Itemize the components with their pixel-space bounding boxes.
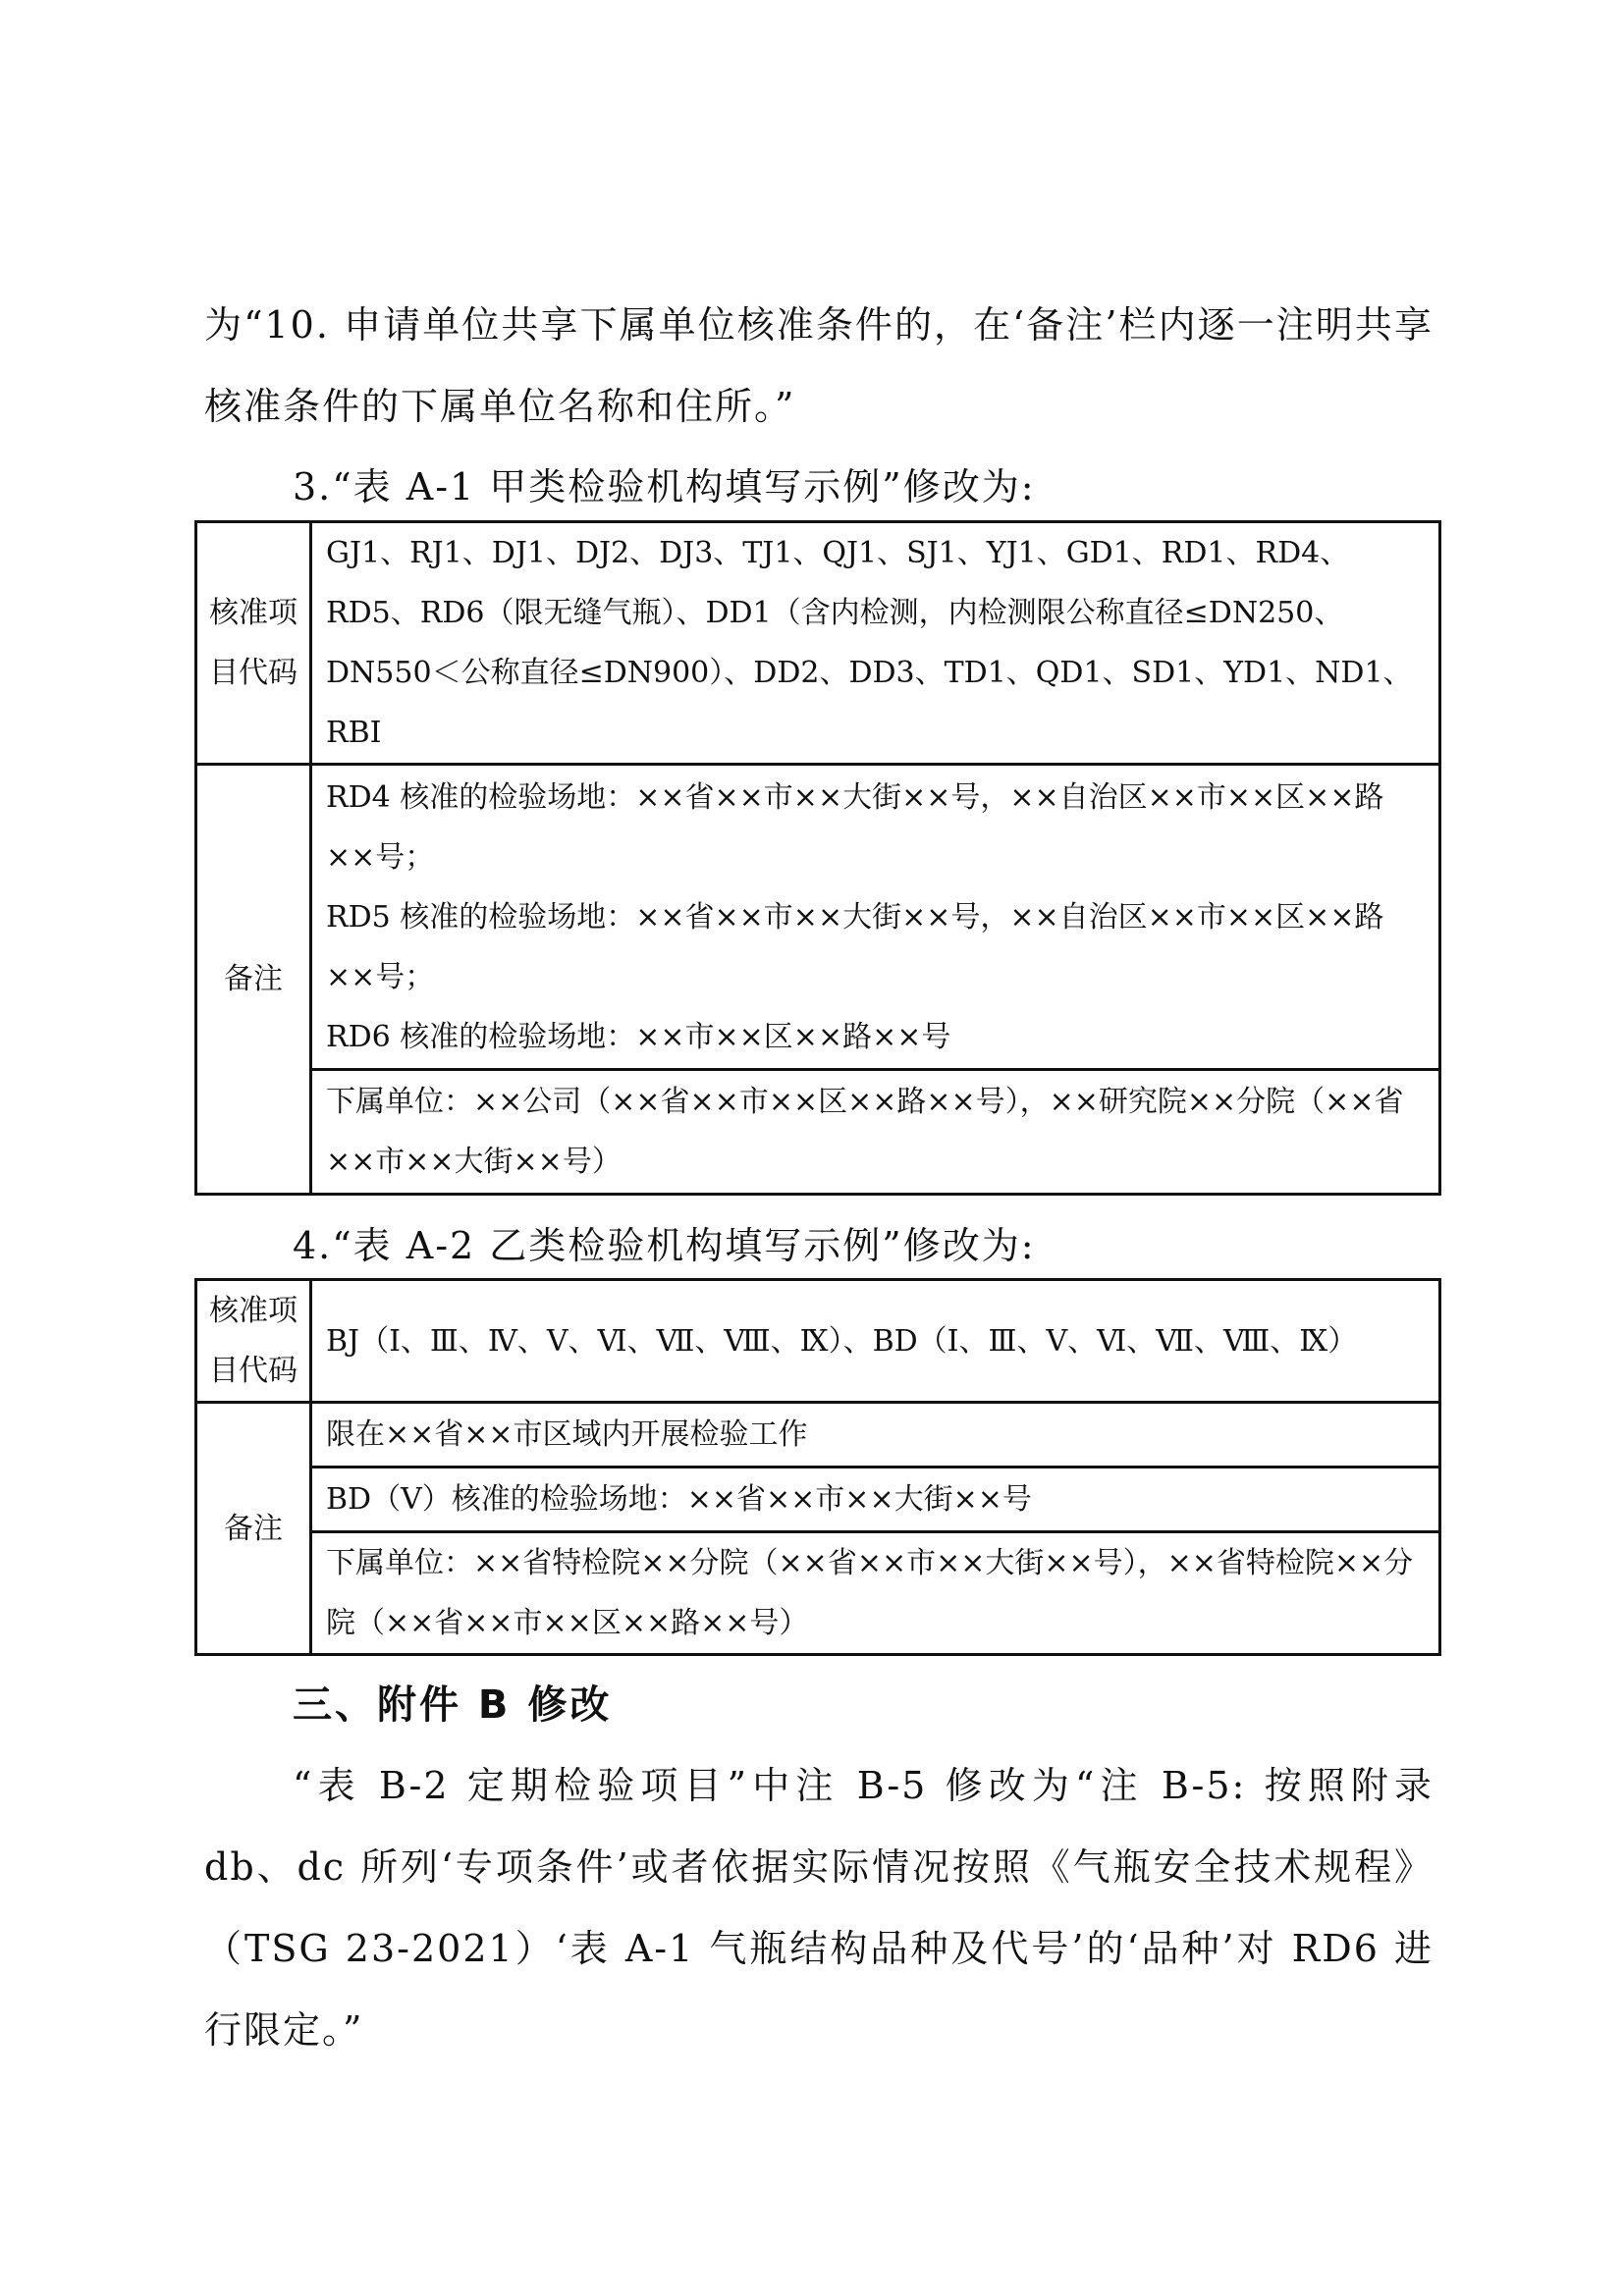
- table-a1-codes-cell: GJ1、RJ1、DJ1、DJ2、DJ3、TJ1、QJ1、SJ1、YJ1、GD1、RD1、RD4、RD5、RD6（限无缝气瓶）、DD1（含内检测，内检测限公称直径≤DN250、DN550＜公称直径≤DN900）、DD2、DD3、TD1、QD1、SD1、YD1、ND1、RBI: [311, 522, 1440, 765]
- table-a2-remark-cell: 下属单位：××省特检院××分院（××省××市××大街××号），××省特检院××分院（××省××市××区××路××号）: [311, 1532, 1440, 1655]
- table-a1-remarks-header: 备注: [196, 765, 311, 1195]
- table-a1-remark-site: RD6 核准的检验场地：××市××区××路××号: [326, 1019, 951, 1054]
- table-a2: [194, 1278, 1441, 1656]
- table-a1-remark-sites-cell: [311, 765, 1440, 1070]
- table-a2-remark-row: [196, 1403, 1440, 1468]
- table-a1-remark-site: RD5 核准的检验场地：××省××市××大街××号，××自治区××市××区××路××号；: [326, 899, 1384, 994]
- final-paragraph: “表 B-2 定期检验项目”中注 B-5 修改为“注 B-5: 按照附录 db、dc 所列‘专项条件’或者依据实际情况按照《气瓶安全技术规程》（TSG 23-2021）‘表 A-1 气瓶结构品种及代号’的‘品种’对 RD6 进行限定。”: [204, 1764, 1434, 2052]
- table-a2-remark-row: [196, 1532, 1440, 1655]
- section-heading: 三、附件 B 修改: [293, 1682, 613, 1728]
- table-a1-codes-row: [196, 522, 1440, 765]
- table-a2-codes-row: [196, 1280, 1440, 1403]
- table-a1-code-header: 核准项目代码: [196, 522, 311, 765]
- table-a1-remark-subunits-row: [196, 1070, 1440, 1195]
- table-a2-remark-cell: BD（Ⅴ）核准的检验场地：××省××市××大街××号: [311, 1468, 1440, 1532]
- table-a2-remarks-header: 备注: [196, 1403, 311, 1655]
- table-a1-remark-sites-row: [196, 765, 1440, 1070]
- table-a2-caption: 4.“表 A-2 乙类检验机构填写示例”修改为:: [293, 1224, 1036, 1267]
- table-a1-caption: 3.“表 A-1 甲类检验机构填写示例”修改为:: [293, 465, 1036, 508]
- table-a2-codes-cell: BJ（Ⅰ、Ⅲ、Ⅳ、Ⅴ、Ⅵ、Ⅶ、Ⅷ、Ⅸ）、BD（Ⅰ、Ⅲ、Ⅴ、Ⅵ、Ⅶ、Ⅷ、Ⅸ）: [311, 1280, 1440, 1403]
- table-a1-remark-subunits-cell: 下属单位：××公司（××省××市××区××路××号），××研究院××分院（××省××市××大街××号）: [311, 1070, 1440, 1195]
- table-a1-remark-site: RD4 核准的检验场地：××省××市××大街××号，××自治区××市××区××路××号；: [326, 779, 1384, 875]
- table-a2-code-header: 核准项目代码: [196, 1280, 311, 1403]
- intro-paragraph: 为“10. 申请单位共享下属单位核准条件的，在‘备注’栏内逐一注明共享核准条件的下属单位名称和住所。”: [204, 303, 1434, 428]
- table-a1: [194, 520, 1441, 1196]
- table-a2-remark-cell: 限在××省××市区域内开展检验工作: [311, 1403, 1440, 1468]
- table-a2-remark-row: [196, 1468, 1440, 1532]
